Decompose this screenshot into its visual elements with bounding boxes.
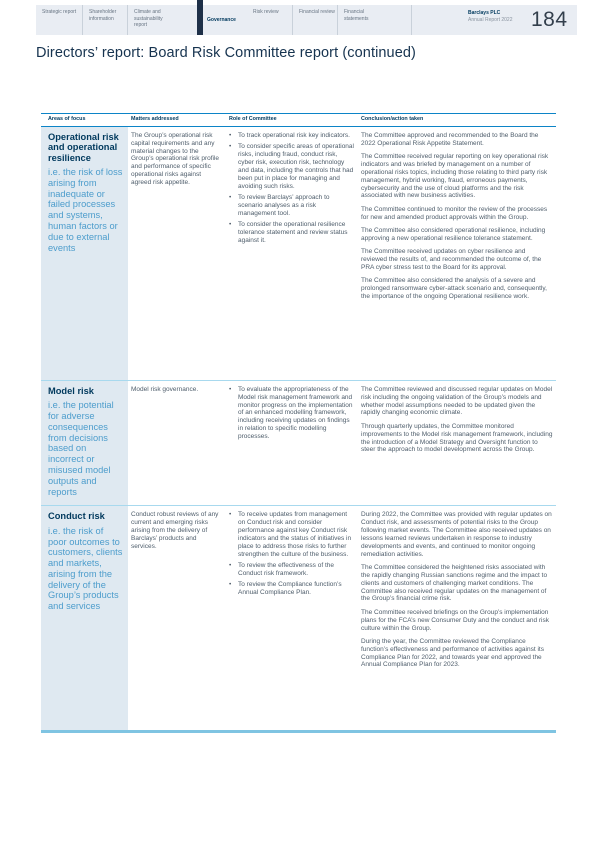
nav-tab-label: Strategic report — [42, 9, 77, 15]
area-of-focus-definition: i.e. the risk of poor outcomes to customers, clients and markets, arising from the delivery of the Group’s products and services — [48, 525, 123, 612]
role-bullet: • To review the effectiveness of the Conduct risk framework. — [229, 562, 354, 578]
conclusion-paragraph: During 2022, the Committee was provided with regular updates on Conduct risk, and assessments of potential risks to the Group following market events. The Committee also received updates on lessons learned reviews undertaken in response to industry developments and events, and continued to monitor ongoing remediation activities. — [361, 511, 552, 558]
conclusion-paragraph: The Committee reviewed and discussed regular updates on Model risk including the ongoing validation of the Group’s models and whether model assumptions needed to be updated given the rapidly changing economic climate. — [361, 385, 553, 417]
conclusion-paragraph: The Committee continued to monitor the review of the processes for new and amended product approvals within the Group. — [361, 205, 548, 221]
nav-tab-label: Financial review — [299, 9, 335, 15]
role-of-committee-cell — [229, 127, 361, 380]
conclusion-paragraph: During the year, the Committee reviewed the Compliance function’s effectiveness and performance of activities against its Compliance Plan for 2022, and towards year end approved the Annual Compliance Plan for 2023. — [361, 637, 544, 669]
role-bullet-list — [229, 386, 354, 441]
matters-addressed-cell: Conduct robust reviews of any current and emerging risks arising from the delivery of Barclays’ products and services. — [131, 511, 219, 550]
conclusion-paragraph: The Committee received regular reporting on key operational risk indicators and was briefed by management on a number of operational risks topics, including those relating to third party risk management, hybrid working, fraud, erroneous payments, cybersecurity and the use of cloud platforms and the risk associated with new business activities. — [361, 153, 549, 200]
brand-name: Barclays PLC — [468, 10, 501, 16]
conclusion-paragraph: The Committee received updates on cyber resilience and reviewed the results of, and recommended the outcome of, the PRA cyber stress test to the Board for its approval. — [361, 248, 542, 271]
matters-addressed-cell: The Group’s operational risk capital requirements and any material changes to the Group’s operational risk profile and performance of specific operational risks against agreed risk appetite. — [131, 131, 220, 187]
table-row — [41, 506, 556, 733]
role-bullet-list — [229, 132, 354, 245]
nav-tab-shareholder-information[interactable] — [82, 5, 127, 35]
conclusion-action-cell — [361, 506, 556, 730]
table-header-row — [41, 113, 556, 127]
role-of-committee-cell — [229, 506, 361, 730]
role-bullet: • To track operational risk key indicators. — [229, 132, 354, 140]
role-bullet: • To review Barclays’ approach to scenario analyses as a risk management tool. — [229, 194, 354, 218]
table-body — [41, 127, 556, 733]
page-title: Directors’ report: Board Risk Committee report (continued) — [36, 45, 416, 61]
role-bullet: • To evaluate the appropriateness of the Model risk management framework and monitor progress on the implementation of an enhanced modelling framework, including receiving updates on findings in relation to specific modelling processes. — [229, 386, 354, 441]
area-of-focus-cell — [41, 127, 128, 380]
conclusion-paragraph: The Committee also considered operational resilience, including approving a new operational resilience tolerance statement. — [361, 227, 546, 242]
nav-tab-strategic-report[interactable] — [36, 5, 82, 35]
conclusion-action-cell — [361, 127, 556, 380]
brand-subtitle: Annual Report 2022 — [468, 16, 513, 23]
nav-tab-label: Climate and sustainability report — [134, 9, 163, 28]
nav-tab-climate-sustainability[interactable] — [127, 5, 197, 35]
nav-tab-label: Risk review — [253, 9, 279, 15]
column-header-areas-of-focus: Areas of focus — [48, 116, 86, 122]
conclusion-paragraph: The Committee also considered the analysis of a severe and prolonged ransomware cyber-attack scenario and, consequently, the importance of the ongoing Operational resilience work. — [361, 277, 547, 301]
area-of-focus-cell — [41, 506, 128, 730]
table-row — [41, 127, 556, 381]
board-risk-committee-table — [41, 113, 556, 733]
conclusion-paragraph: The Committee approved and recommended to the Board the 2022 Operational Risk Appetite Statement. — [361, 131, 539, 147]
role-of-committee-cell — [229, 381, 361, 505]
brand-block — [468, 10, 512, 24]
area-of-focus-definition: i.e. the risk of loss arising from inadequate or failed processes and systems, human factors or due to external events — [48, 167, 123, 253]
page-number: 184 — [531, 8, 568, 31]
area-of-focus-title: Operational risk and operational resilience — [48, 131, 119, 163]
nav-tab-financial-review[interactable] — [292, 5, 337, 35]
conclusion-paragraph: Through quarterly updates, the Committee monitored improvements to the Model risk management framework, including the introduction of a Model Strategy and Oversight function to steer the approach to model development across the Group. — [361, 422, 553, 454]
nav-tab-risk-review[interactable] — [247, 5, 292, 35]
conclusion-action-cell — [361, 381, 556, 505]
column-header-role-of-committee: Role of Committee — [229, 116, 277, 122]
nav-tab-label: Shareholder information — [89, 9, 117, 22]
role-bullet: • To receive updates from management on Conduct risk and consider performance against key Conduct risk indicators and the status of initiatives in place to address those risks to further strengthen the culture of the business. — [229, 511, 354, 558]
nav-tab-financial-statements[interactable] — [337, 5, 412, 35]
area-of-focus-definition: i.e. the potential for adverse consequences from decisions based on incorrect or misused model outputs and reports — [48, 400, 114, 497]
table-row — [41, 381, 556, 506]
role-bullet-list — [229, 511, 354, 597]
column-header-matters-addressed: Matters addressed — [131, 116, 179, 122]
nav-tab-label: Governance — [207, 16, 236, 23]
area-of-focus-title: Conduct risk — [48, 511, 105, 522]
conclusion-paragraph: The Committee considered the heightened risks associated with the rapidly changing Russian sanctions regime and the impact to clients and customers of challenging market conditions. The Committee also received regular updates on the management of the Group’s financial crime risk. — [361, 564, 548, 603]
active-tab-marker — [197, 0, 203, 35]
nav-tab-label: Financial statements — [344, 9, 369, 22]
column-header-conclusion-action: Conclusion/action taken — [361, 116, 424, 122]
area-of-focus-cell — [41, 381, 128, 505]
role-bullet: • To review the Compliance function’s Annual Compliance Plan. — [229, 581, 354, 597]
conclusion-paragraph: The Committee received briefings on the Group’s implementation plans for the FCA’s new Consumer Duty and the conduct and risk culture within the Group. — [361, 608, 549, 632]
nav-tab-governance-active[interactable] — [197, 5, 247, 35]
area-of-focus-title: Model risk — [48, 385, 94, 396]
matters-addressed-cell: Model risk governance. — [131, 385, 199, 393]
role-bullet: • To consider specific areas of operational risks, including fraud, conduct risk, cyber risk, execution risk, technology and data, including the controls that had been put in place for managing and avoiding such risks. — [229, 143, 354, 190]
role-bullet: • To consider the operational resilience tolerance statement and review status against it. — [229, 221, 354, 245]
